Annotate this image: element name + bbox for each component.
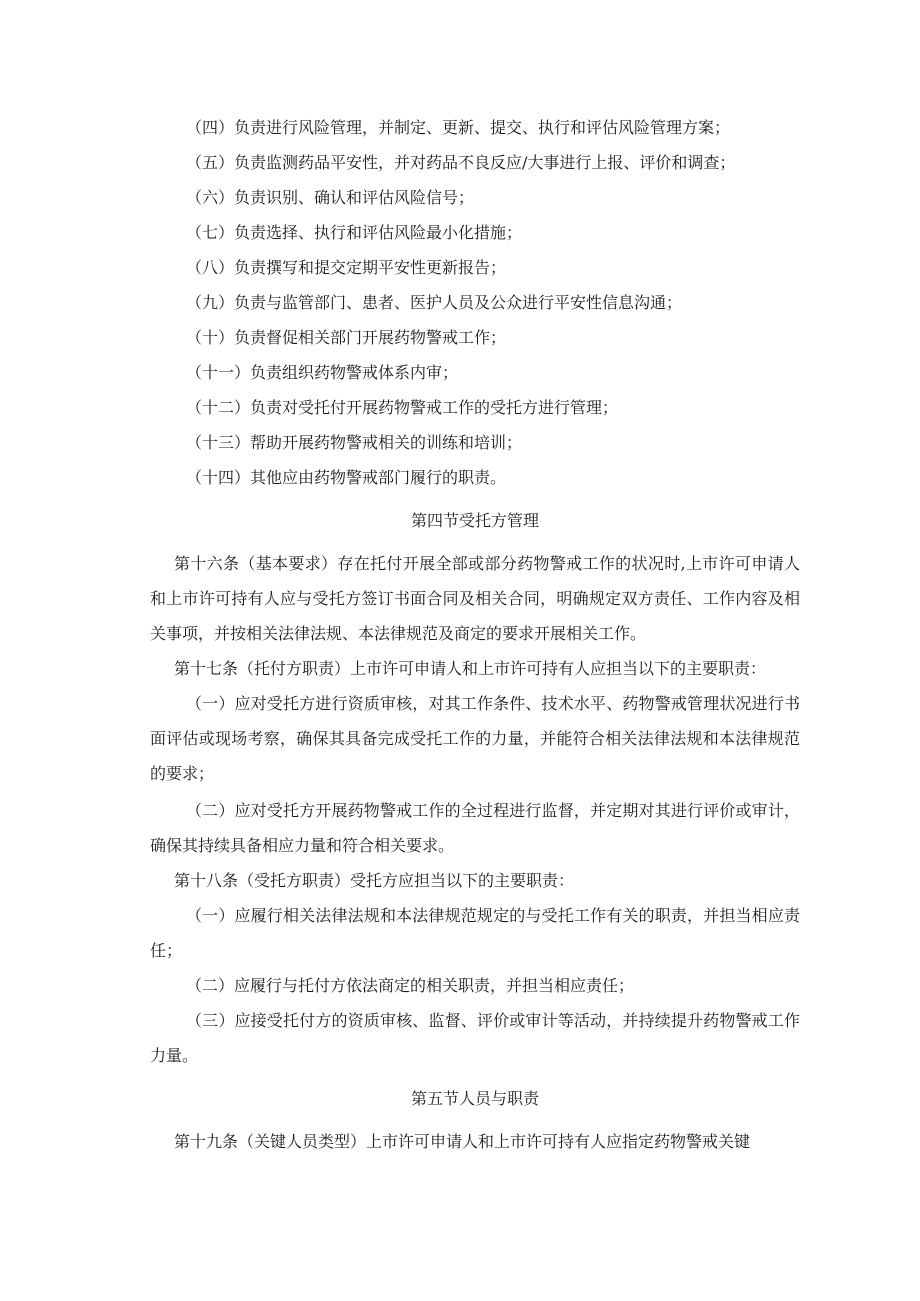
article-17-item: （一）应对受托方进行资质审核，对其工作条件、技术水平、药物警戒管理状况进行书面评估或现场考察，确保其具备完成受托工作的力量，并能符合相关法律法规和本法律规范的要求；: [150, 694, 800, 783]
duty-item: （五）负责监测药品平安性，并对药品不良反应/大事进行上报、评价和调查；: [186, 153, 736, 172]
duty-item: （六）负责识别、确认和评估风险信号；: [186, 188, 475, 207]
duty-item: （十四）其他应由药物警戒部门履行的职责。: [186, 468, 507, 487]
article-18: 第十八条（受托方职责）受托方应担当以下的主要职责：: [174, 871, 575, 890]
duty-item: （十一）负责组织药物警戒体系内审；: [186, 363, 459, 382]
duty-item: （十三）帮助开展药物警戒相关的训练和培训；: [186, 433, 523, 452]
article-17-item: （二）应对受托方开展药物警戒工作的全过程进行监督，并定期对其进行评价或审计，确保其持续具备相应力量和符合相关要求。: [150, 801, 800, 855]
article-19: 第十九条（关键人员类型）上市许可申请人和上市许可持有人应指定药物警戒关键: [174, 1132, 751, 1151]
article-16: 第十六条（基本要求）存在托付开展全部或部分药物警戒工作的状况时,上市许可申请人和上市许可持有人应与受托方签订书面合同及相关合同，明确规定双方责任、工作内容及相关事项，并按相关法律法规、本法律规范及商定的要求开展相关工作。: [150, 554, 800, 643]
section-heading-4: 第四节受托方管理: [410, 511, 539, 530]
article-18-item: （三）应接受托付方的资质审核、监督、评价或审计等活动，并持续提升药物警戒工作力量。: [150, 1011, 800, 1065]
duty-item: （十）负责督促相关部门开展药物警戒工作；: [186, 328, 507, 347]
article-18-item: （二）应履行与托付方依法商定的相关职责，并担当相应责任；: [186, 976, 635, 995]
duty-item: （九）负责与监管部门、患者、医护人员及公众进行平安性信息沟通；: [186, 293, 683, 312]
duty-item: （八）负责撰写和提交定期平安性更新报告；: [186, 258, 507, 277]
section-heading-5: 第五节人员与职责: [410, 1089, 539, 1108]
article-17: 第十七条（托付方职责）上市许可申请人和上市许可持有人应担当以下的主要职责：: [174, 659, 767, 678]
duty-item: （七）负责选择、执行和评估风险最小化措施；: [186, 223, 523, 242]
duty-item: （四）负责进行风险管理，并制定、更新、提交、执行和评估风险管理方案；: [186, 118, 731, 137]
duty-item: （十二）负责对受托付开展药物警戒工作的受托方进行管理；: [186, 398, 619, 417]
article-18-item: （一）应履行相关法律法规和本法律规范规定的与受托工作有关的职责，并担当相应责任；: [150, 906, 800, 960]
document-body: [150, 110, 800, 1159]
